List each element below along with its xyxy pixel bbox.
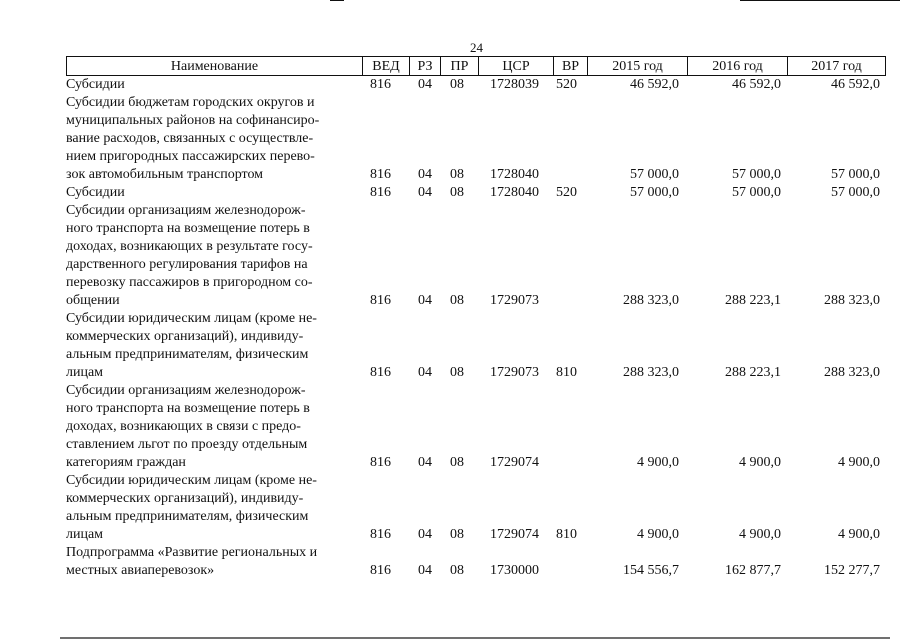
- row-name-line: нием пригородных пассажирских перево-: [66, 149, 315, 164]
- cell-y2017: 4 900,0: [838, 527, 880, 542]
- cell-ved: 816: [370, 167, 391, 182]
- table-row: [66, 184, 886, 202]
- row-name-line: Субсидии бюджетам городских округов и: [66, 95, 315, 110]
- cell-rz: 04: [418, 365, 432, 380]
- cell-csr: 1728040: [490, 185, 539, 200]
- cell-rz: 04: [418, 185, 432, 200]
- cell-ved: 816: [370, 527, 391, 542]
- cell-y2015: 288 323,0: [623, 293, 679, 308]
- cell-y2017: 288 323,0: [824, 293, 880, 308]
- row-name-line: ного транспорта на возмещение потерь в: [66, 221, 310, 236]
- table-row: [66, 76, 886, 94]
- header-csr: ЦСР: [478, 57, 553, 75]
- row-name-line: категориям граждан: [66, 455, 186, 470]
- cell-y2016: 288 223,1: [725, 365, 781, 380]
- row-name: [66, 76, 354, 94]
- row-name-line: Субсидии: [66, 77, 125, 92]
- scan-mark-top: [330, 0, 344, 1]
- header-2016: 2016 год: [687, 57, 787, 75]
- row-name: [66, 544, 354, 580]
- table-header: [66, 56, 886, 76]
- row-name-line: Подпрограмма «Развитие региональных и: [66, 545, 318, 560]
- row-name-line: лицам: [66, 365, 104, 380]
- cell-vr: 520: [556, 77, 577, 92]
- cell-ved: 816: [370, 293, 391, 308]
- scan-mark-top-right: [740, 0, 900, 1]
- cell-y2017: 288 323,0: [824, 365, 880, 380]
- cell-rz: 04: [418, 527, 432, 542]
- cell-y2016: 4 900,0: [739, 455, 781, 470]
- table-row: [66, 544, 886, 580]
- header-2017: 2017 год: [787, 57, 886, 75]
- row-name: [66, 184, 354, 202]
- cell-csr: 1728040: [490, 167, 539, 182]
- cell-rz: 04: [418, 293, 432, 308]
- cell-y2017: 57 000,0: [831, 167, 880, 182]
- row-name-line: Субсидии организациям железнодорож-: [66, 383, 306, 398]
- cell-rz: 04: [418, 77, 432, 92]
- cell-vr: 810: [556, 365, 577, 380]
- row-name-line: лицам: [66, 527, 104, 542]
- cell-vr: 520: [556, 185, 577, 200]
- cell-ved: 816: [370, 563, 391, 578]
- cell-pr: 08: [450, 455, 464, 470]
- cell-y2017: 152 277,7: [824, 563, 880, 578]
- row-name-line: Субсидии юридическим лицам (кроме не-: [66, 311, 317, 326]
- row-name: [66, 94, 354, 184]
- cell-csr: 1729074: [490, 455, 539, 470]
- cell-ved: 816: [370, 365, 391, 380]
- cell-pr: 08: [450, 293, 464, 308]
- table-row: [66, 202, 886, 310]
- row-name-line: коммерческих организаций), индивиду-: [66, 329, 304, 344]
- header-rz: РЗ: [409, 57, 440, 75]
- row-name-line: альным предпринимателям, физическим: [66, 509, 309, 524]
- row-name-line: вание расходов, связанных с осуществле-: [66, 131, 314, 146]
- row-name-line: Субсидии организациям железнодорож-: [66, 203, 306, 218]
- cell-y2015: 4 900,0: [637, 455, 679, 470]
- row-name: [66, 202, 354, 310]
- cell-csr: 1728039: [490, 77, 539, 92]
- row-name-line: ставлением льгот по проезду отдельным: [66, 437, 308, 452]
- cell-y2015: 4 900,0: [637, 527, 679, 542]
- cell-y2015: 57 000,0: [630, 167, 679, 182]
- cell-pr: 08: [450, 563, 464, 578]
- row-name-line: местных авиаперевозок»: [66, 563, 215, 578]
- row-name-line: доходах, возникающих в связи с предо-: [66, 419, 301, 434]
- cell-y2016: 4 900,0: [739, 527, 781, 542]
- table-row: [66, 472, 886, 544]
- header-2015: 2015 год: [587, 57, 687, 75]
- table-row: [66, 310, 886, 382]
- row-name-line: общении: [66, 293, 120, 308]
- row-name-line: альным предпринимателям, физическим: [66, 347, 309, 362]
- cell-rz: 04: [418, 167, 432, 182]
- cell-y2015: 154 556,7: [623, 563, 679, 578]
- cell-y2017: 4 900,0: [838, 455, 880, 470]
- header-pr: ПР: [440, 57, 478, 75]
- header-name: Наименование: [66, 57, 362, 75]
- cell-y2017: 46 592,0: [831, 77, 880, 92]
- row-name: [66, 382, 354, 472]
- cell-rz: 04: [418, 455, 432, 470]
- cell-pr: 08: [450, 167, 464, 182]
- cell-y2017: 57 000,0: [831, 185, 880, 200]
- cell-y2016: 57 000,0: [732, 185, 781, 200]
- scan-mark-bottom: [60, 637, 890, 639]
- row-name: [66, 310, 354, 382]
- cell-ved: 816: [370, 185, 391, 200]
- row-name-line: Субсидии: [66, 185, 125, 200]
- header-vr: ВР: [553, 57, 587, 75]
- cell-pr: 08: [450, 365, 464, 380]
- cell-csr: 1729073: [490, 365, 539, 380]
- table-body: [66, 76, 886, 580]
- row-name-line: муниципальных районов на софинансиро-: [66, 113, 320, 128]
- budget-table: [66, 56, 886, 580]
- cell-csr: 1729074: [490, 527, 539, 542]
- row-name-line: перевозку пассажиров в пригородном со-: [66, 275, 313, 290]
- row-name-line: доходах, возникающих в результате госу-: [66, 239, 313, 254]
- cell-y2016: 57 000,0: [732, 167, 781, 182]
- table-row: [66, 382, 886, 472]
- cell-rz: 04: [418, 563, 432, 578]
- row-name-line: дарственного регулирования тарифов на: [66, 257, 308, 272]
- cell-y2016: 162 877,7: [725, 563, 781, 578]
- cell-y2016: 288 223,1: [725, 293, 781, 308]
- header-ved: ВЕД: [362, 57, 409, 75]
- cell-ved: 816: [370, 455, 391, 470]
- cell-pr: 08: [450, 77, 464, 92]
- cell-y2016: 46 592,0: [732, 77, 781, 92]
- cell-csr: 1729073: [490, 293, 539, 308]
- page-number: 24: [470, 40, 483, 55]
- row-name: [66, 472, 354, 544]
- cell-csr: 1730000: [490, 563, 539, 578]
- cell-pr: 08: [450, 185, 464, 200]
- row-name-line: коммерческих организаций), индивиду-: [66, 491, 304, 506]
- cell-y2015: 57 000,0: [630, 185, 679, 200]
- cell-y2015: 288 323,0: [623, 365, 679, 380]
- cell-y2015: 46 592,0: [630, 77, 679, 92]
- row-name-line: зок автомобильным транспортом: [66, 167, 264, 182]
- row-name-line: Субсидии юридическим лицам (кроме не-: [66, 473, 317, 488]
- cell-pr: 08: [450, 527, 464, 542]
- row-name-line: ного транспорта на возмещение потерь в: [66, 401, 310, 416]
- cell-ved: 816: [370, 77, 391, 92]
- table-row: [66, 94, 886, 184]
- cell-vr: 810: [556, 527, 577, 542]
